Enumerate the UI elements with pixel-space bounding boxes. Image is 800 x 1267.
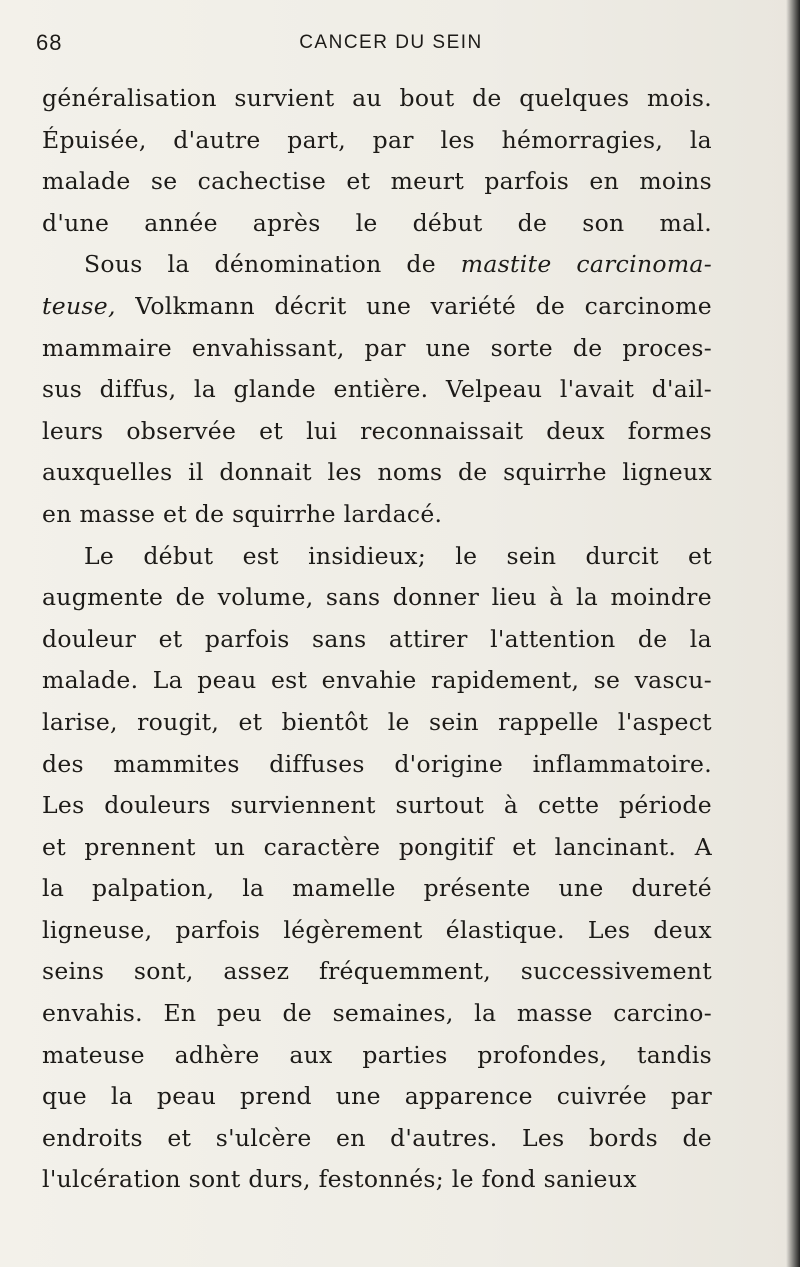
word: une [366,291,412,320]
word: mois. [647,84,712,112]
word: moindre [610,583,712,612]
word: les [327,458,362,487]
word: mateuse [42,1040,145,1069]
word: Les [587,915,631,944]
word: endroits [42,1123,143,1152]
italic-word: teuse, [42,291,116,320]
word: observée [126,416,237,445]
word: proces- [622,333,712,362]
word: sein [428,707,479,736]
word: de [406,250,436,279]
text-line [42,910,712,952]
running-head [36,30,746,64]
word: à [503,791,519,820]
text-line [42,1076,712,1118]
word: et [512,832,537,861]
word: d'autres. [390,1123,498,1152]
word: et [238,707,263,736]
text-line [42,868,712,910]
word: ligneux [622,458,712,487]
word: de [194,499,225,528]
word: de [682,1123,712,1152]
word: sorte [490,333,553,362]
word: présente [423,874,531,903]
text-line [42,951,712,993]
word: la [575,583,599,612]
word: reconnaissait [360,416,524,445]
word: douleur [42,624,137,653]
word: la [689,624,712,653]
word: rapidement, [430,666,580,695]
word: hémorragies, [501,125,664,154]
text-line [42,785,712,827]
word: sont, [133,957,194,986]
text-line [42,702,712,744]
word: se [593,666,621,695]
word: formes [627,416,712,445]
word: lancinant. [554,832,677,861]
word: une [425,333,471,362]
word: noms [377,458,443,487]
page-edge-shadow [786,0,800,1267]
word: A [694,832,712,861]
text-line [42,1159,712,1201]
word: larise, [42,707,118,736]
word: Sous [84,250,143,279]
word: cuivrée [556,1082,647,1111]
word: sans [312,624,367,653]
word: donner [392,583,480,612]
word: et [158,624,183,653]
word: carcino- [613,999,712,1028]
word: Les [522,1123,565,1152]
word: La [152,666,183,695]
word: son [582,208,625,237]
word: lardacé. [343,499,443,528]
word: Épuisée, [42,125,147,154]
word: en [42,499,72,528]
word: de [282,999,313,1028]
word: de [637,624,668,653]
word: parfois [204,624,290,653]
word: moins [639,167,712,196]
text-line [42,78,712,120]
word: période [619,791,712,820]
word: Les [42,791,85,820]
word: part, [287,125,346,154]
word: lui [306,416,338,445]
text-line [42,452,712,494]
word: mammaire [42,333,172,362]
word: durs, [248,1165,311,1194]
word: dénomination [214,250,382,279]
text-line [42,328,712,370]
italic-word: carcinoma- [576,250,712,279]
word: ligneuse, [42,915,153,944]
word: surtout [395,791,485,820]
word: un [214,832,246,861]
word: envahie [321,666,417,695]
word: En [163,999,197,1028]
word: Le [84,541,115,570]
word: augmente [42,583,164,612]
word: palpation, [92,874,215,903]
word: début [143,541,214,570]
word: inflammatoire. [532,749,712,778]
word: meurt [390,167,465,196]
word: d'origine [394,749,504,778]
word: variété [430,291,517,320]
text-line [42,369,712,411]
word: de [517,208,548,237]
page-number: 68 [36,30,63,55]
word: peu [216,999,262,1028]
word: entière. [333,375,429,404]
word: deux [546,416,605,445]
word: et [163,499,187,528]
word: fond [481,1165,536,1194]
word: surviennent [230,791,376,820]
word: bords [588,1123,658,1152]
word: sans [325,583,381,612]
word: sanieux [543,1165,637,1194]
word: auxquelles [42,458,173,487]
word: d'ail- [651,375,712,404]
word: d'une [42,208,110,237]
word: peau [197,666,257,695]
text-line [42,1035,712,1077]
word: rappelle [498,707,599,736]
word: la [474,999,497,1028]
text-line [42,827,712,869]
word: décrit [274,291,347,320]
word: survient [234,84,335,112]
word: lieu [491,583,537,612]
word: semaines, [332,999,454,1028]
word: caractère [263,832,381,861]
word: sus [42,375,83,404]
word: peau [156,1082,217,1111]
word: la [167,250,190,279]
word: deux [653,915,712,944]
word: squirrhe [232,499,336,528]
body-text [42,78,712,1201]
word: squirrhe [503,458,607,487]
word: apparence [404,1082,533,1111]
word: bientôt [281,707,369,736]
word: en [335,1123,366,1152]
word: par [670,1082,712,1111]
word: s'ulcère [215,1123,312,1152]
word: cette [537,791,600,820]
word: en [589,167,620,196]
text-line [42,577,712,619]
word: de [535,291,566,320]
word: et [688,541,712,570]
word: insidieux; [308,541,427,570]
word: envahissant, [191,333,345,362]
text-line [42,120,712,162]
word: le [387,707,410,736]
word: profondes, [477,1040,608,1069]
word: successivement [520,957,712,986]
word: élastique. [445,915,565,944]
word: adhère [174,1040,260,1069]
word: de [572,333,603,362]
word: de [472,84,502,112]
word: par [372,125,414,154]
word: fréquemment, [318,957,492,986]
text-line [42,411,712,453]
text-line [42,744,712,786]
word: début [412,208,483,237]
word: et [167,1123,192,1152]
italic-word: mastite [460,250,552,279]
word: et [42,832,66,861]
word: masse [79,499,156,528]
word: l'aspect [617,707,712,736]
word: mammites [113,749,240,778]
text-line [42,619,712,661]
word: cachectise [197,167,327,196]
word: sein [506,541,557,570]
word: pongitif [398,832,494,861]
word: de [175,583,206,612]
word: prend [240,1082,312,1111]
word: des [42,749,84,778]
word: les [440,125,475,154]
word: parfois [484,167,570,196]
word: diffuses [269,749,365,778]
word: le [455,541,478,570]
word: à [549,583,564,612]
word: légèrement [283,915,423,944]
word: d'autre [173,125,261,154]
text-line [42,494,712,536]
word: diffus, [99,375,177,404]
word: donnait [219,458,312,487]
word: seins [42,957,105,986]
word: une [335,1082,381,1111]
word: malade [42,167,131,196]
word: quelques [519,84,630,112]
word: mamelle [292,874,396,903]
word: masse [516,999,593,1028]
word: l'ulcération [42,1165,181,1194]
word: aux [289,1040,333,1069]
word: parties [362,1040,448,1069]
word: Volkmann [135,291,255,320]
word: la [110,1082,133,1111]
word: rougit, [137,707,220,736]
word: malade. [42,666,139,695]
word: parfois [175,915,261,944]
word: vascu- [634,666,712,695]
word: année [144,208,218,237]
text-line [42,993,712,1035]
word: la [689,125,712,154]
text-line [42,286,712,328]
word: le [451,1165,474,1194]
word: de [457,458,488,487]
word: généralisation [42,84,217,112]
word: leurs [42,416,104,445]
word: après [252,208,321,237]
word: douleurs [104,791,211,820]
word: durcit [585,541,659,570]
word: la [193,375,217,404]
word: bout [399,84,455,112]
word: se [150,167,178,196]
word: la [242,874,265,903]
text-line [42,244,712,286]
running-title: CANCER DU SEIN [299,32,483,53]
word: est [242,541,279,570]
text-line [42,161,712,203]
text-line [42,1118,712,1160]
word: est [270,666,308,695]
text-line [42,203,712,245]
word: prennent [84,832,196,861]
word: la [42,874,65,903]
word: et [259,416,284,445]
word: assez [223,957,290,986]
word: festonnés; [318,1165,445,1194]
word: tandis [636,1040,712,1069]
word: attirer [388,624,468,653]
word: glande [233,375,316,404]
word: par [364,333,406,362]
word: dureté [631,874,712,903]
word: et [346,167,371,196]
word: mal. [659,208,712,237]
word: que [42,1082,87,1111]
word: l'attention [490,624,616,653]
word: l'avait [559,375,635,404]
word: au [352,84,382,112]
word: volume, [217,583,314,612]
word: Velpeau [445,375,543,404]
word: sont [188,1165,241,1194]
word: le [355,208,378,237]
word: carcinome [584,291,712,320]
text-line [42,660,712,702]
text-line [42,536,712,578]
word: envahis. [42,999,143,1028]
word: il [188,458,204,487]
word: une [558,874,604,903]
